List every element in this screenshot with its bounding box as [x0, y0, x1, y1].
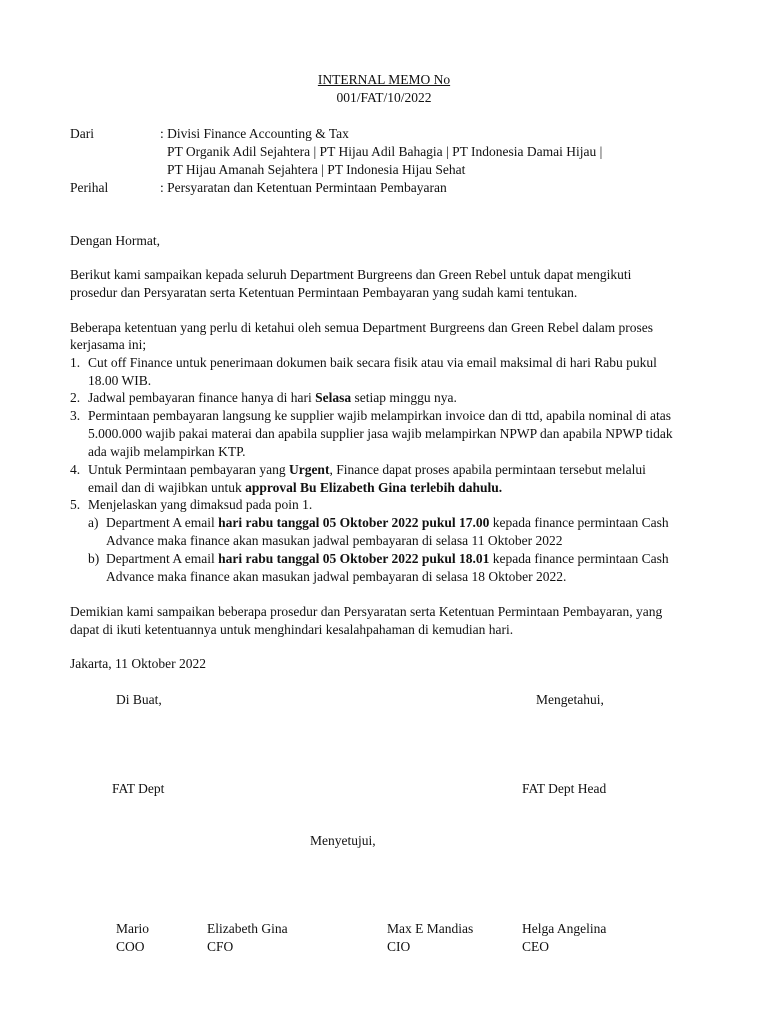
- item-1-number: 1.: [70, 355, 81, 370]
- signer-name: Elizabeth Gina: [207, 921, 288, 936]
- item-2-bold: Selasa: [315, 390, 352, 405]
- item-3-line-2: 5.000.000 wajib pakai materai dan apabila supplier jasa wajib melampirkan NPWP dan apabila NPWP tidak: [88, 426, 673, 441]
- item-4-line-2: email dan di wajibkan untuk approval Bu Elizabeth Gina terlebih dahulu.: [88, 480, 503, 495]
- intro-line-1: Berikut kami sampaikan kepada seluruh Department Burgreens dan Green Rebel untuk dapat mengikuti: [70, 267, 632, 282]
- dari-companies-line-1: PT Organik Adil Sejahtera | PT Hijau Adil Bahagia | PT Indonesia Damai Hijau |: [167, 144, 603, 159]
- item-5-number: 5.: [70, 497, 81, 512]
- fat-dept-head-label: FAT Dept Head: [522, 781, 607, 796]
- sub-b-line-2: Advance maka finance akan masukan jadwal pembayaran di selasa 18 Oktober 2022.: [106, 569, 567, 584]
- menyetujui-label: Menyetujui,: [310, 833, 376, 848]
- signer-role: CIO: [387, 939, 411, 954]
- place-date: Jakarta, 11 Oktober 2022: [70, 656, 206, 671]
- item-3-number: 3.: [70, 408, 81, 423]
- item-2-line: Jadwal pembayaran finance hanya di hari Selasa setiap minggu nya.: [88, 390, 457, 405]
- sub-a-bold: hari rabu tanggal 05 Oktober 2022 pukul 17.00: [218, 515, 490, 530]
- item-5-line-1: Menjelaskan yang dimaksud pada poin 1.: [88, 497, 313, 512]
- sub-b-bold: hari rabu tanggal 05 Oktober 2022 pukul 18.01: [218, 551, 490, 566]
- closing-line-2: dapat di ikuti ketentuannya untuk menghindari kesalahpahaman di kemudian hari.: [70, 622, 514, 637]
- signer-name: Max E Mandias: [387, 921, 474, 936]
- rules-intro-line-1: Beberapa ketentuan yang perlu di ketahui oleh semua Department Burgreens dan Green Rebel dalam proses: [70, 320, 654, 335]
- memo-number: 001/FAT/10/2022: [336, 90, 432, 105]
- signer-role: CFO: [207, 939, 234, 954]
- item-4-bold-approval: approval Bu Elizabeth Gina terlebih dahulu.: [245, 480, 503, 495]
- sub-a-line-2: Advance maka finance akan masukan jadwal pembayaran di selasa 11 Oktober 2022: [106, 533, 563, 548]
- dari-label: Dari: [70, 126, 94, 141]
- sub-a-label: a): [88, 515, 99, 530]
- item-1-line-2: 18.00 WIB.: [88, 373, 152, 388]
- memo-title: INTERNAL MEMO No: [317, 72, 451, 87]
- item-2-number: 2.: [70, 390, 81, 405]
- sub-b-label: b): [88, 551, 100, 566]
- item-3-line-1: Permintaan pembayaran langsung ke supplier wajib melampirkan invoice dan di ttd, apabila nominal di atas: [88, 408, 671, 423]
- dari-value: : Divisi Finance Accounting & Tax: [160, 126, 349, 141]
- item-4-bold-urgent: Urgent: [288, 462, 330, 477]
- signer-role: CEO: [522, 939, 549, 954]
- item-1-line-1: Cut off Finance untuk penerimaan dokumen baik secara fisik atau via email maksimal di hari Rabu pukul: [88, 355, 657, 370]
- signer-name: Helga Angelina: [522, 921, 607, 936]
- signer-name: Mario: [116, 921, 149, 936]
- item-4-number: 4.: [70, 462, 81, 477]
- dibuat-label: Di Buat,: [116, 692, 162, 707]
- perihal-value: : Persyaratan dan Ketentuan Permintaan Pembayaran: [160, 180, 447, 195]
- greeting: Dengan Hormat,: [70, 233, 160, 248]
- rules-intro-line-2: kerjasama ini;: [70, 337, 147, 352]
- perihal-label: Perihal: [70, 180, 109, 195]
- item-3-line-3: ada wajib melampirkan KTP.: [88, 444, 246, 459]
- item-4-line-1: Untuk Permintaan pembayaran yang Urgent, Finance dapat proses apabila permintaan tersebut melalui: [88, 462, 646, 477]
- intro-line-2: prosedur dan Persyaratan serta Ketentuan Permintaan Pembayaran yang sudah kami tentukan.: [70, 285, 578, 300]
- dari-companies-line-2: PT Hijau Amanah Sejahtera | PT Indonesia Hijau Sehat: [167, 162, 466, 177]
- closing-line-1: Demikian kami sampaikan beberapa prosedur dan Persyaratan serta Ketentuan Permintaan Pembayaran, yang: [70, 604, 663, 619]
- sub-b-line-1: Department A email hari rabu tanggal 05 Oktober 2022 pukul 18.01 kepada finance permintaan Cash: [106, 551, 669, 566]
- mengetahui-label: Mengetahui,: [536, 692, 604, 707]
- sub-a-line-1: Department A email hari rabu tanggal 05 Oktober 2022 pukul 17.00 kepada finance permintaan Cash: [106, 515, 669, 530]
- fat-dept-label: FAT Dept: [112, 781, 165, 796]
- signer-role: COO: [116, 939, 145, 954]
